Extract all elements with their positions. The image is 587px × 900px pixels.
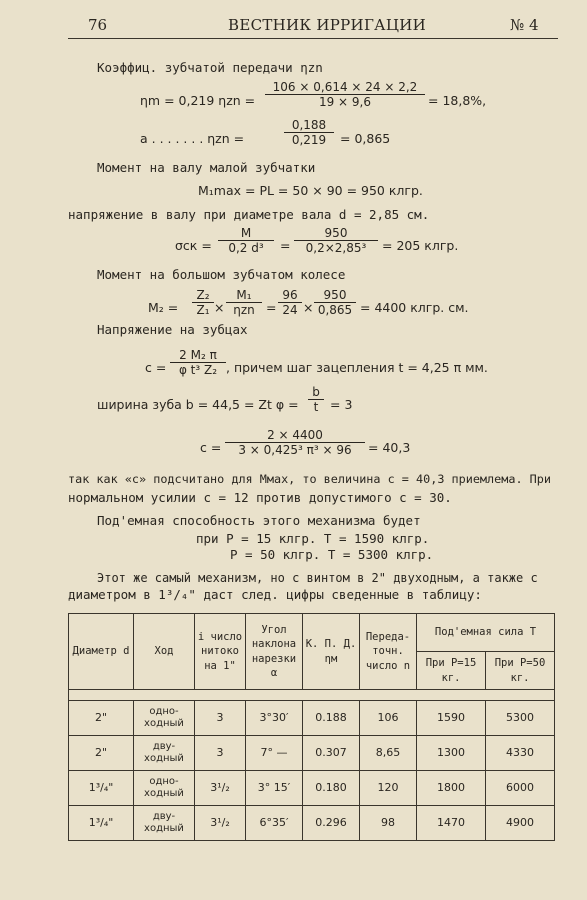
table-row — [69, 771, 555, 806]
eq7-rhs: = 3 — [330, 397, 353, 412]
eq5-numerator-2: M₁ — [226, 288, 262, 303]
cell-ratio: 106 — [360, 701, 417, 736]
eq5-numerator-3: 96 — [278, 288, 302, 303]
issue-number: № 4 — [510, 16, 539, 34]
eq5-lhs: M₂ = — [148, 300, 179, 315]
text-line-2: Момент на валу малой зубчатки — [97, 160, 316, 175]
eq5-denominator-4: 0,865 — [317, 303, 353, 317]
cell-kpd: 0.296 — [303, 806, 360, 841]
col-header-hod: Ход — [134, 614, 195, 690]
eq2-lhs: a . . . . . . . ηzn = — [140, 131, 245, 146]
eq4-fraction-2 — [294, 226, 378, 255]
text-line-4: Момент на большом зубчатом колесе — [97, 267, 346, 282]
eq5-denominator-2: ηzn — [233, 303, 255, 317]
cell-p50: 4900 — [486, 806, 555, 841]
cell-i: 3 — [195, 701, 246, 736]
cell-diameter: 2" — [69, 701, 134, 736]
eq7-fraction — [308, 385, 324, 414]
col-header-ratio: Переда- точн. число n — [360, 614, 417, 690]
col-header-angle: Угол наклона нарезки α — [246, 614, 303, 690]
eq8-lhs: c = — [200, 440, 222, 455]
col-header-p50: При P=50 кг. — [486, 652, 555, 690]
cell-diameter: 1³/₄" — [69, 771, 134, 806]
eq5-times-1: × — [214, 300, 225, 315]
eq5-fraction-2 — [226, 288, 262, 317]
col-header-diameter: Диаметр d — [69, 614, 134, 690]
text-line-5: Напряжение на зубцах — [97, 322, 248, 337]
eq2-numerator: 0,188 — [284, 118, 334, 133]
text-line-1: Коэффиц. зубчатой передачи ηzn — [97, 60, 323, 75]
eq4-equals: = — [280, 238, 291, 253]
header-rule — [68, 38, 558, 39]
eq1-rhs: = 18,8%, — [428, 93, 487, 108]
eq5-numerator-4: 950 — [314, 288, 356, 303]
eq4-denominator-2: 0,2×2,85³ — [305, 241, 367, 255]
eq6-fraction — [170, 348, 226, 377]
eq8-rhs: = 40,3 — [368, 440, 411, 455]
eq6-denominator: φ t³ Z₂ — [178, 363, 218, 377]
cell-ratio: 120 — [360, 771, 417, 806]
cell-ratio: 8,65 — [360, 736, 417, 771]
cell-p50: 4330 — [486, 736, 555, 771]
eq6-lhs: c = — [145, 360, 167, 375]
eq5-equals: = — [266, 300, 277, 315]
col-header-kpd: К. П. Д. ηм — [303, 614, 360, 690]
eq1-lhs: ηm = 0,219 ηzn = — [140, 93, 256, 108]
eq5-rhs: = 4400 клгр. см. — [360, 300, 469, 315]
cell-hod: одно- ходный — [134, 701, 195, 736]
text-line-9: при P = 15 клгр. T = 1590 клгр. — [196, 531, 430, 546]
eq4-rhs: = 205 клгр. — [382, 238, 459, 253]
table-row — [69, 806, 555, 841]
cell-ratio: 98 — [360, 806, 417, 841]
col-header-i: i число нитоко на 1" — [195, 614, 246, 690]
cell-angle: 3°30′ — [246, 701, 303, 736]
eq1-denominator: 19 × 9,6 — [318, 95, 372, 109]
cell-angle: 7° — — [246, 736, 303, 771]
eq4-numerator-2: 950 — [294, 226, 378, 241]
text-line-11: Этот же самый механизм, но с винтом в 2" двуходным, а также с — [97, 571, 538, 585]
eq5-numerator-1: Z₂ — [192, 288, 214, 303]
eq4-fraction-1 — [218, 226, 274, 255]
eq8-numerator: 2 × 4400 — [225, 428, 365, 443]
eq5-fraction-3 — [278, 288, 302, 317]
text-line-10: P = 50 клгр. T = 5300 клгр. — [230, 547, 434, 562]
cell-angle: 6°35′ — [246, 806, 303, 841]
eq4-lhs: σск = — [175, 238, 212, 253]
eq5-denominator-3: 24 — [282, 303, 298, 317]
table-row — [69, 701, 555, 736]
cell-i: 3¹/₂ — [195, 771, 246, 806]
eq8-fraction — [225, 428, 365, 457]
eq6-numerator: 2 M₂ π — [170, 348, 226, 363]
eq5-fraction-1 — [192, 288, 214, 317]
cell-i: 3 — [195, 736, 246, 771]
results-table — [68, 613, 555, 841]
eq2-denominator: 0,219 — [291, 133, 327, 147]
eq7-denominator: t — [313, 400, 319, 414]
text-line-8: Под'емная способность этого механизма будет — [97, 513, 421, 528]
eq5-times-2: × — [303, 300, 314, 315]
cell-p15: 1300 — [417, 736, 486, 771]
cell-p15: 1470 — [417, 806, 486, 841]
eq4-numerator-1: M — [218, 226, 274, 241]
eq4-denominator-1: 0,2 d³ — [228, 241, 264, 255]
cell-kpd: 0.307 — [303, 736, 360, 771]
col-header-p15: При P=15 кг. — [417, 652, 486, 690]
cell-p15: 1800 — [417, 771, 486, 806]
eq7-lhs: ширина зуба b = 44,5 = Zt φ = — [97, 397, 299, 412]
cell-kpd: 0.180 — [303, 771, 360, 806]
cell-kpd: 0.188 — [303, 701, 360, 736]
text-line-3: напряжение в валу при диаметре вала d = 2,85 см. — [68, 207, 430, 222]
journal-title: ВЕСТНИК ИРРИГАЦИИ — [228, 16, 426, 34]
cell-hod: одно- ходный — [134, 771, 195, 806]
cell-diameter: 2" — [69, 736, 134, 771]
eq6-rhs: , причем шаг зацепления t = 4,25 π мм. — [226, 360, 488, 375]
eq2-fraction — [284, 118, 334, 147]
cell-i: 3¹/₂ — [195, 806, 246, 841]
cell-hod: дву- ходный — [134, 736, 195, 771]
eq3: M₁max = PL = 50 × 90 = 950 клгр. — [198, 183, 423, 198]
text-line-6: так как «с» подсчитано для Mмах, то величина c = 40,3 приемлема. При — [68, 472, 551, 486]
eq1-numerator: 106 × 0,614 × 24 × 2,2 — [265, 80, 425, 95]
text-line-7: нормальном усилии c = 12 против допустимого c = 30. — [68, 490, 452, 505]
eq8-denominator: 3 × 0,425³ π³ × 96 — [238, 443, 352, 457]
eq2-rhs: = 0,865 — [340, 131, 391, 146]
table-row — [69, 736, 555, 771]
running-header — [0, 16, 587, 38]
cell-hod: дву- ходный — [134, 806, 195, 841]
eq5-denominator-1: Z₁ — [196, 303, 210, 317]
eq5-fraction-4 — [314, 288, 356, 317]
text-line-12: диаметром в 1³/₄" даст след. цифры сведенные в таблицу: — [68, 587, 482, 602]
eq1-fraction — [265, 80, 425, 109]
cell-diameter: 1³/₄" — [69, 806, 134, 841]
cell-angle: 3° 15′ — [246, 771, 303, 806]
cell-p50: 6000 — [486, 771, 555, 806]
col-header-lift: Под'емная сила T — [417, 614, 555, 652]
eq7-numerator: b — [308, 385, 324, 400]
page-number: 76 — [88, 16, 108, 34]
cell-p50: 5300 — [486, 701, 555, 736]
cell-p15: 1590 — [417, 701, 486, 736]
